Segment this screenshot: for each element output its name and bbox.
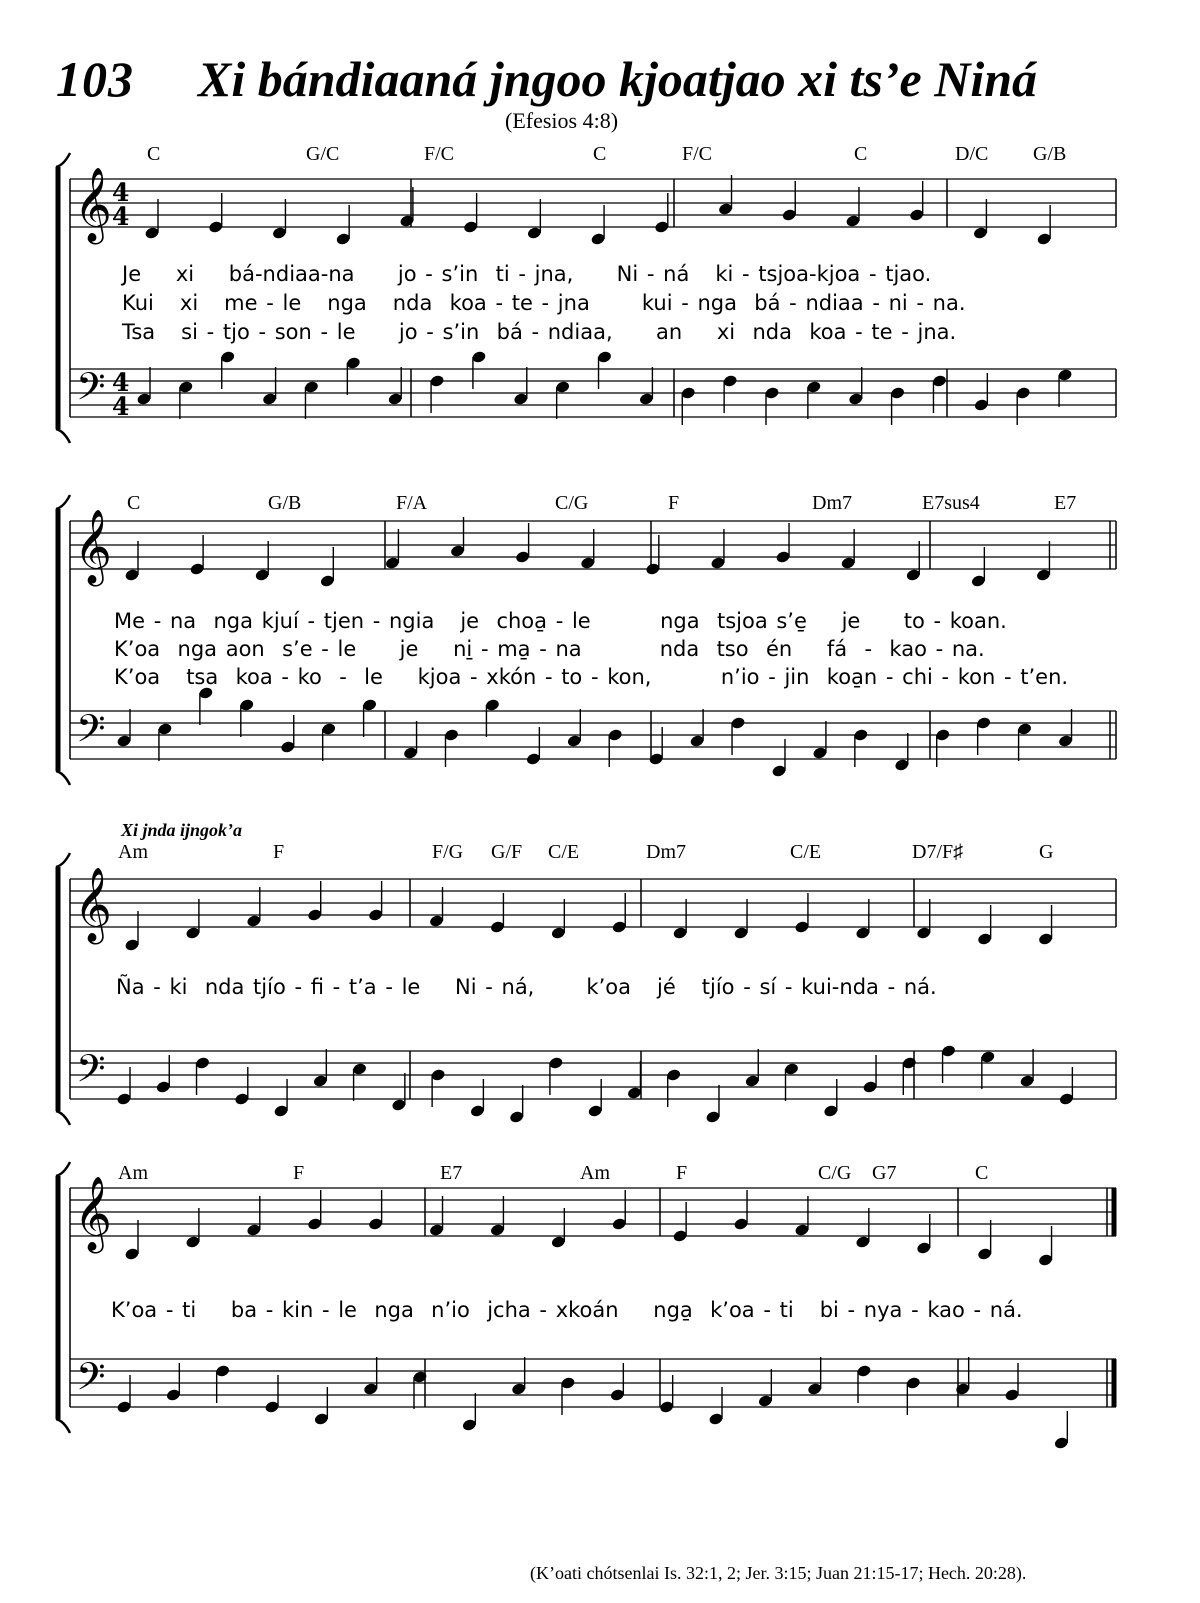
scripture-reference: (Efesios 4:8) bbox=[505, 108, 619, 133]
time-signature-bottom: 4 bbox=[112, 392, 130, 421]
chord-symbol: C bbox=[975, 1162, 989, 1184]
bass-clef-icon: 𝄢 bbox=[76, 364, 106, 418]
treble-clef-icon: 𝄞 bbox=[74, 168, 112, 242]
chord-symbol: E7 bbox=[440, 1162, 463, 1184]
lyric-verse-1: Je xi bá-ndiaa-na jo - s’in ti - jna, Ni - ná ki - tsjoa-kjoa - tjao. bbox=[122, 262, 932, 286]
chord-symbol: C/G bbox=[555, 492, 589, 514]
chord-symbol: C bbox=[593, 143, 607, 165]
chord-symbol: F/C bbox=[424, 143, 455, 165]
chord-symbol: G/C bbox=[306, 143, 340, 165]
bracket-hook bbox=[56, 1111, 70, 1125]
bracket-hook bbox=[56, 429, 70, 443]
bracket-hook bbox=[56, 853, 70, 867]
chord-symbol: E7sus4 bbox=[922, 492, 980, 514]
chord-symbol: F/G bbox=[432, 841, 464, 863]
chord-symbol: C bbox=[127, 492, 141, 514]
chord-symbol: F/C bbox=[682, 143, 713, 165]
time-signature-bottom: 4 bbox=[112, 202, 130, 231]
lyric-verse-3: Tsa si - tjo - son - le jo - s’in bá - ndiaa, an xi nda koa - te - jna. bbox=[122, 320, 957, 344]
chord-symbol: F bbox=[668, 492, 680, 514]
chord-symbol: G7 bbox=[872, 1162, 897, 1184]
bass-clef-icon: 𝄢 bbox=[76, 1046, 106, 1100]
chord-symbol: G bbox=[1039, 841, 1054, 863]
chord-symbol: Am bbox=[118, 841, 148, 863]
chord-symbol: C bbox=[147, 143, 161, 165]
chord-symbol: Am bbox=[580, 1162, 610, 1184]
lyric-verse-3: K’oa tsa koa - ko - le kjoa - xkón - to - kon, n’io - jin koa̱n - chi - kon - t’en. bbox=[114, 665, 1069, 689]
hymn-title: Xi bándiaaná jngoo kjoatjao xi ts’e Niná bbox=[198, 51, 1038, 107]
lyric-refrain: Ña - ki nda tjío - fi - t’a - le Ni - ná, k’oa jé tjío - sí - kui-nda - ná. bbox=[116, 975, 937, 999]
treble-clef-icon: 𝄞 bbox=[74, 1177, 112, 1251]
time-signature-top: 4 bbox=[112, 178, 130, 207]
treble-clef-icon: 𝄞 bbox=[74, 510, 112, 584]
lyric-verse-1: Me - na nga kjuí - tjen - ngia je choa̱ - le nga tsjoa s’e̱ je to - koan. bbox=[114, 609, 1007, 633]
chord-symbol: D7/F♯ bbox=[912, 841, 964, 863]
chord-symbol: C/E bbox=[548, 841, 580, 863]
bracket-hook bbox=[56, 1419, 70, 1433]
chord-symbol: F/A bbox=[396, 492, 428, 514]
bracket-hook bbox=[56, 771, 70, 785]
chord-symbol: Am bbox=[118, 1162, 148, 1184]
bass-clef-icon: 𝄢 bbox=[76, 706, 106, 760]
bracket-hook bbox=[56, 153, 70, 167]
chord-symbol: Dm7 bbox=[812, 492, 852, 514]
chord-symbol: F bbox=[273, 841, 285, 863]
lyric-verse-2: K’oa nga aon s’e - le je ni̱ - ma̱ - na nda tso én fá - kao - na. bbox=[114, 637, 985, 661]
scripture-footnote: (K’oati chótsenlai Is. 32:1, 2; Jer. 3:15; Juan 21:15-17; Hech. 20:28). bbox=[530, 1563, 1027, 1583]
lyric-verse-2: Kui xi me - le nga nda koa - te - jna kui - nga bá - ndiaa - ni - na. bbox=[122, 291, 966, 315]
lyric-refrain: K’oa - ti ba - kin - le nga n’io jcha - xkoán nga̱ k’oa - ti bi - nya - kao - ná. bbox=[111, 1298, 1023, 1322]
hymn-number: 103 bbox=[56, 51, 134, 107]
treble-clef-icon: 𝄞 bbox=[74, 868, 112, 942]
chord-symbol: D/C bbox=[955, 143, 989, 165]
bracket-hook bbox=[56, 1162, 70, 1176]
refrain-marker: Xi jnda ijngok’a bbox=[121, 820, 243, 840]
chord-symbol: G/B bbox=[1033, 143, 1067, 165]
chord-symbol: E7 bbox=[1054, 492, 1077, 514]
chord-symbol: C/G bbox=[818, 1162, 852, 1184]
chord-symbol: G/B bbox=[268, 492, 302, 514]
chord-symbol: C bbox=[854, 143, 868, 165]
chord-symbol: F bbox=[676, 1162, 688, 1184]
bracket-hook bbox=[56, 495, 70, 509]
bass-clef-icon: 𝄢 bbox=[76, 1354, 106, 1408]
chord-symbol: C/E bbox=[790, 841, 822, 863]
chord-symbol: G/F bbox=[491, 841, 523, 863]
time-signature-top: 4 bbox=[112, 368, 130, 397]
chord-symbol: Dm7 bbox=[646, 841, 686, 863]
chord-symbol: F bbox=[293, 1162, 305, 1184]
